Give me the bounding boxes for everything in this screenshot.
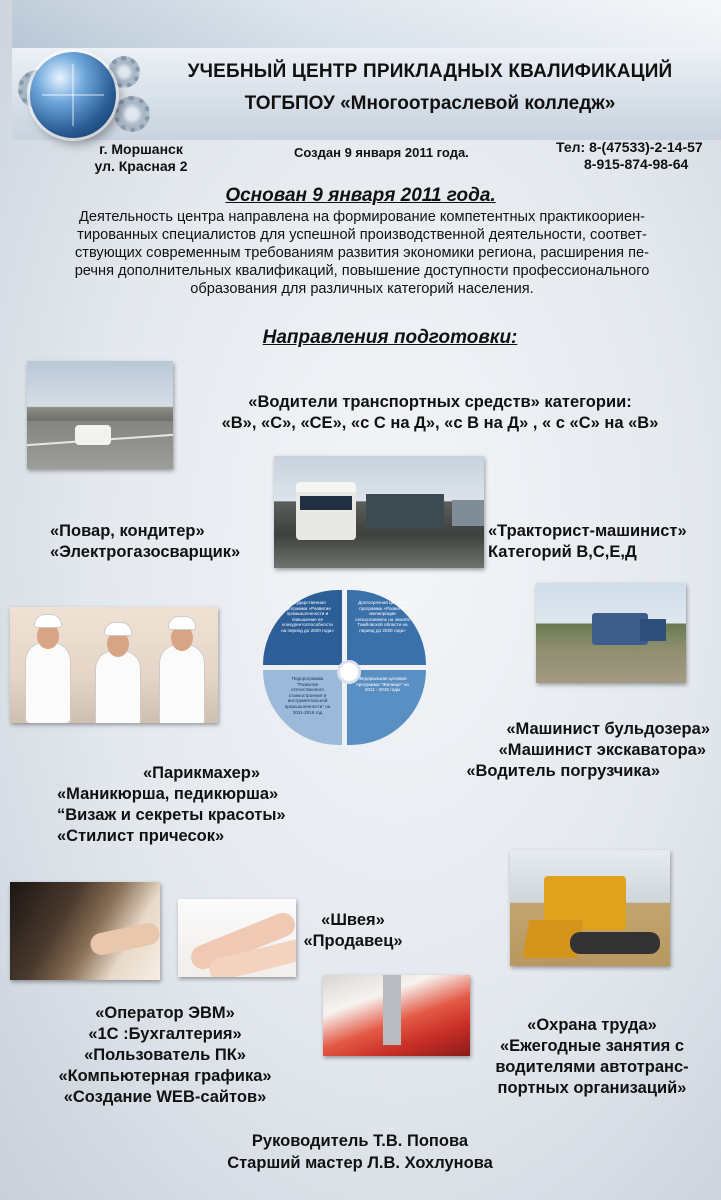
- globe-logo-icon: [30, 52, 116, 138]
- address-city: г. Моршанск: [99, 141, 183, 157]
- description-line: речня дополнительных квалификаций, повышение доступности профессионального: [74, 263, 650, 279]
- safety-desc-line: портных организаций»: [497, 1079, 687, 1097]
- operator-title: «Оператор ЭВМ»: [95, 1004, 235, 1022]
- diagram-quadrant: Федеральная целевая программа "Жилище" на 2011 - 2015 годы: [347, 670, 426, 745]
- college-title: ТОГБПОУ «Многоотраслевой колледж»: [244, 93, 616, 114]
- address-block: [66, 141, 216, 175]
- manicure-photo: [178, 899, 296, 977]
- founded-heading: Основан 9 января 2011 года.: [225, 185, 496, 206]
- drivers-block: [180, 392, 700, 434]
- phone-1: Тел: 8-(47533)-2-14-57: [556, 139, 703, 155]
- director-name: Руководитель Т.В. Попова: [251, 1132, 469, 1150]
- loader-title: «Водитель погрузчика»: [466, 762, 660, 780]
- tractor-photo: [536, 583, 686, 683]
- gear-icon: [114, 96, 150, 132]
- machinists-block: [450, 719, 710, 782]
- created-date: Создан 9 января 2011 года.: [294, 145, 469, 160]
- safety-block: [472, 1015, 712, 1099]
- safety-title: «Охрана труда»: [527, 1016, 657, 1034]
- description-line: Деятельность центра направлена на формирование компетентных практикоориен-: [78, 209, 645, 225]
- cook-block: [50, 521, 240, 563]
- directions-heading: Направления подготовки:: [262, 327, 518, 348]
- hairdresser-title: «Парикмахер»: [143, 764, 261, 782]
- diagram-quadrant: Подпрограмма "Развитие отечественного станкостроения и инструментальной промышленности" на 2011-2016 год: [263, 670, 342, 745]
- description: [44, 208, 680, 298]
- safety-desc-line: «Ежегодные занятия с: [499, 1037, 684, 1055]
- sewing-photo: [323, 975, 470, 1056]
- accounting-title: «1С :Бухгалтерия»: [88, 1025, 242, 1043]
- stylist-title: «Стилист причесок»: [57, 827, 225, 845]
- senior-master-name: Старший мастер Л.В. Хохлунова: [227, 1154, 493, 1172]
- sewing-block: [298, 910, 408, 952]
- drivers-categories: «В», «С», «СЕ», «с С на Д», «с В на Д» , « с «С» на «В»: [221, 414, 659, 432]
- bulldozer-photo: [510, 850, 670, 966]
- graphics-title: «Компьютерная графика»: [58, 1067, 272, 1085]
- tractor-block: [488, 521, 687, 563]
- drivers-title: «Водители транспортных средств» категории:: [248, 393, 632, 411]
- tractor-title: «Тракторист-машинист»: [488, 522, 687, 540]
- phone-2: 8-915-874-98-64: [584, 156, 689, 172]
- cooks-photo: [10, 607, 218, 723]
- driving-school-photo: [27, 361, 173, 469]
- welder-title: «Электрогазосварщик»: [50, 543, 241, 561]
- diagram-center: [337, 660, 361, 684]
- diagram-quadrant: Долгосрочная целевая программа «Развитие мелиорации сельхозземель на землях Тамбовской области на период до 2020 года»: [347, 590, 426, 665]
- cook-title: «Повар, кондитер»: [50, 522, 205, 540]
- visage-title: “Визаж и секреты красоты»: [57, 806, 286, 824]
- computer-block: [30, 1003, 300, 1108]
- center-title: УЧЕБНЫЙ ЦЕНТР ПРИКЛАДНЫХ КВАЛИФИКАЦИЙ: [187, 61, 673, 82]
- description-line: ствующих современным требованиям развития экономики региона, расширения пе-: [74, 245, 649, 261]
- description-line: образования для различных категорий населения.: [190, 281, 534, 297]
- web-title: «Создание WEB-сайтов»: [63, 1088, 267, 1106]
- address-street: ул. Красная 2: [94, 158, 188, 174]
- phone-block: [556, 139, 721, 173]
- safety-desc-line: водителями автотранс-: [495, 1058, 689, 1076]
- seller-title: «Продавец»: [303, 932, 403, 950]
- diagram-quadrant: Государственная программа «Развитие промышленности и повышение ее конкурентоспособности на период до 2020 года»: [263, 590, 342, 665]
- beauty-block: [57, 763, 286, 847]
- tractor-categories: Категорий В,С,Е,Д: [488, 543, 637, 561]
- programs-diagram: [263, 590, 431, 750]
- seamstress-title: «Швея»: [321, 911, 385, 929]
- bulldozer-title: «Машинист бульдозера»: [506, 720, 710, 738]
- manicure-title: «Маникюрша, педикюрша»: [57, 785, 279, 803]
- hairdresser-photo: [10, 882, 160, 980]
- description-line: тированных специалистов для успешной производственной деятельности, соответ-: [77, 227, 647, 243]
- excavator-title: «Машинист экскаватора»: [498, 741, 706, 759]
- footer: [160, 1130, 560, 1174]
- vehicles-photo: [274, 456, 484, 568]
- pc-user-title: «Пользователь ПК»: [84, 1046, 246, 1064]
